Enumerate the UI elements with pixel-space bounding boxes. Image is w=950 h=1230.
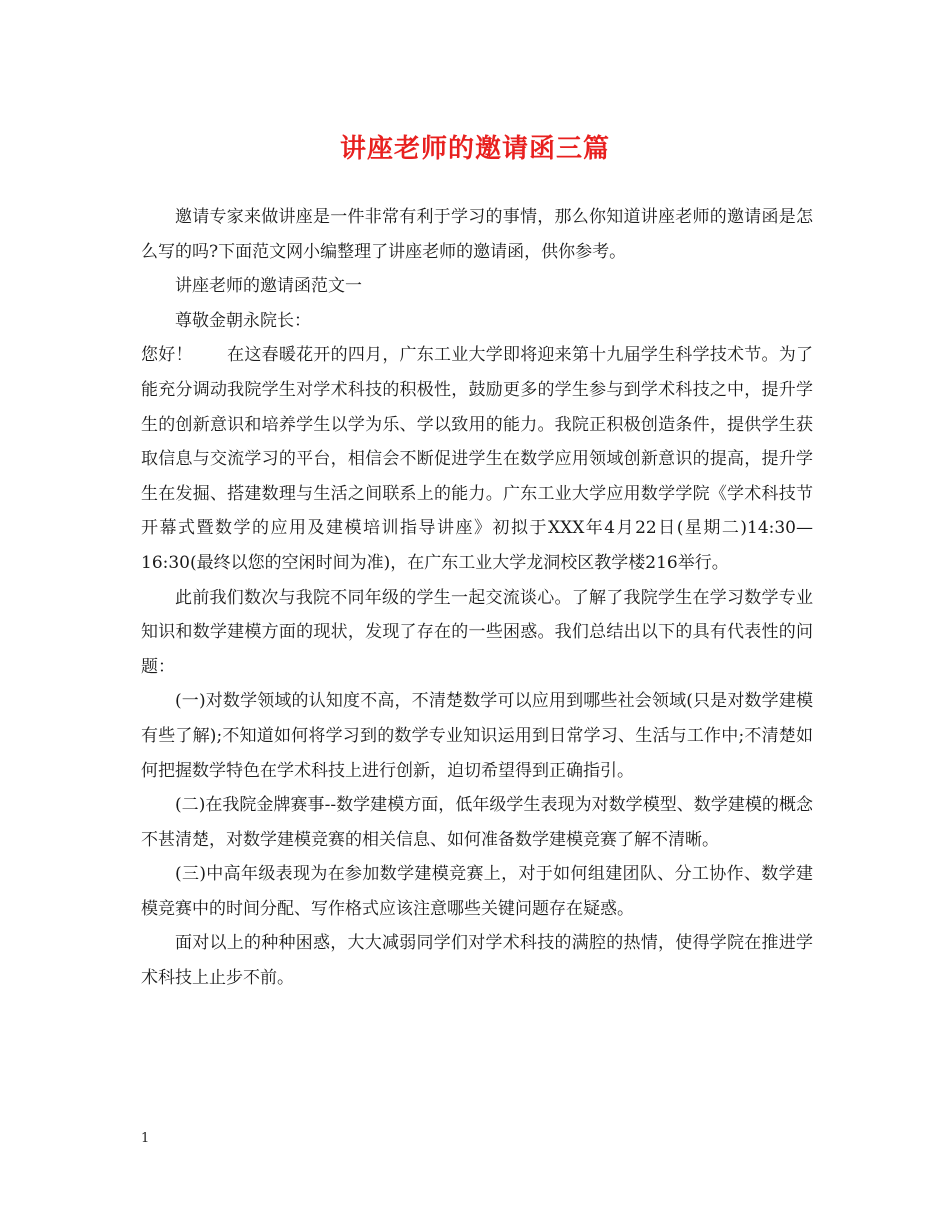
issue-two-paragraph: (二)在我院金牌赛事--数学建模方面，低年级学生表现为对数学模型、数学建模的概念不甚清楚，对数学建模竞赛的相关信息、如何准备数学建模竞赛了解不清晰。 — [141, 795, 813, 850]
section-heading: 讲座老师的邀请函范文一 — [175, 276, 362, 297]
page-number: 1 — [141, 1131, 150, 1146]
document-title: 讲座老师的邀请函三篇 — [339, 134, 610, 164]
intro-paragraph: 邀请专家来做讲座是一件非常有利于学习的事情，那么你知道讲座老师的邀请函是怎么写的吗?下面范文网小编整理了讲座老师的邀请函，供你参考。 — [141, 207, 813, 262]
issue-one-paragraph: (一)对数学领域的认知度不高，不清楚数学可以应用到哪些社会领域(只是对数学建模有些了解);不知道如何将学习到的数学专业知识运用到日常学习、生活与工作中;不清楚如何把握数学特色在学术科技上进行创新，迫切希望得到正确指引。 — [141, 691, 813, 781]
letter-paragraph: 您好！ 在这春暖花开的四月，广东工业大学即将迎来第十九届学生科学技术节。为了能充分调动我院学生对学术科技的积极性，鼓励更多的学生参与到学术科技之中，提升学生的创新意识和培养学生以学为乐、学以致用的能力。我院正积极创造条件，提供学生获取信息与交流学习的平台，相信会不断促进学生在数学应用领域创新意识的提高，提升学生在发掘、搭建数理与生活之间联系上的能力。广东工业大学应用数学学院《学术科技节开幕式暨数学的应用及建模培训指导讲座》初拟于XXX年4月22日(星期二)14:30—16:30(最终以您的空闲时间为准)，在广东工业大学龙洞校区教学楼216举行。 — [141, 345, 813, 573]
issue-three-paragraph: (三)中高年级表现为在参加数学建模竞赛上，对于如何组建团队、分工协作、数学建模竞赛中的时间分配、写作格式应该注意哪些关键问题存在疑惑。 — [141, 864, 813, 919]
body-paragraph: 此前我们数次与我院不同年级的学生一起交流谈心。了解了我院学生在学习数学专业知识和数学建模方面的现状，发现了存在的一些困惑。我们总结出以下的具有代表性的问题： — [141, 587, 813, 677]
salutation: 尊敬金朝永院长： — [175, 310, 311, 331]
closing-paragraph: 面对以上的种种困惑，大大减弱同学们对学术科技的满腔的热情，使得学院在推进学术科技上止步不前。 — [141, 933, 813, 989]
document-body — [141, 200, 813, 996]
